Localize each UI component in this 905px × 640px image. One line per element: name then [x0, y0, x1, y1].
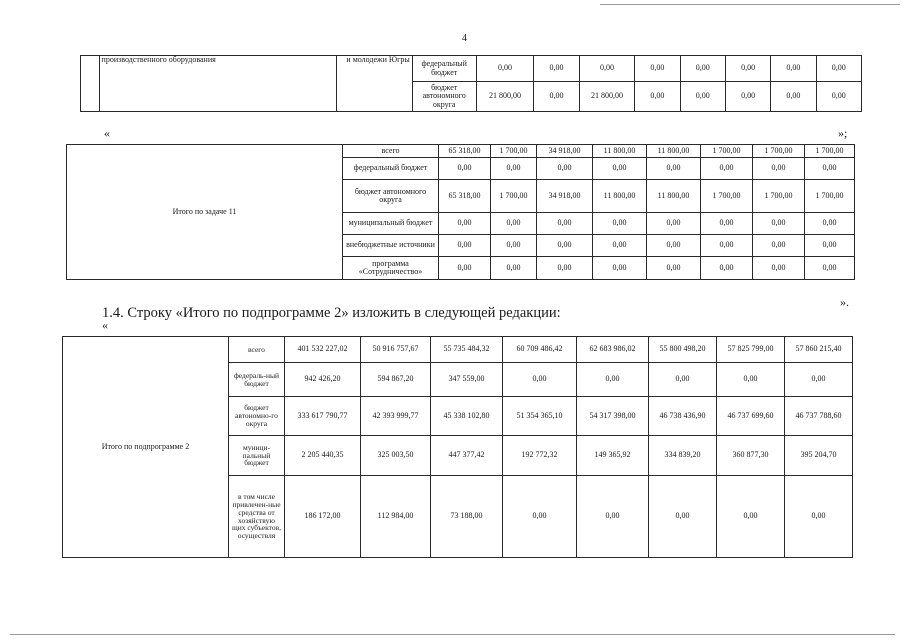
table-top-value: 21 800,00: [476, 82, 534, 112]
table-top-value: 0,00: [771, 56, 816, 82]
close-quote-2: ».: [840, 295, 849, 309]
scan-edge-top: [600, 4, 900, 5]
table-mid-source: муниципальный бюджет: [343, 213, 439, 235]
table-bottom-value: 0,00: [577, 363, 649, 397]
table-bottom-value: 334 839,20: [649, 436, 717, 476]
table-mid-value: 1 700,00: [701, 145, 753, 158]
table-bottom-value: 0,00: [649, 476, 717, 558]
table-bottom-value: 0,00: [577, 476, 649, 558]
table-top-blank-cell: [81, 56, 100, 112]
page-number: 4: [462, 33, 467, 44]
table-task-11-label: Итого по задаче 11: [67, 145, 343, 280]
table-top-value: 0,00: [771, 82, 816, 112]
table-bottom-value: 2 205 440,35: [285, 436, 361, 476]
table-mid-value: 0,00: [537, 213, 593, 235]
table-bottom-value: 57 860 215,40: [785, 337, 853, 363]
table-task-11-total: [66, 144, 855, 280]
table-bottom-value: 325 003,50: [361, 436, 431, 476]
table-top-value: 0,00: [680, 56, 725, 82]
table-bottom-source: в том числе привлечен-ные средства от хозяйствую щих субъектов, осуществля: [229, 476, 285, 558]
table-bottom-source: всего: [229, 337, 285, 363]
table-mid-value: 0,00: [537, 158, 593, 180]
table-top-value: 0,00: [534, 82, 579, 112]
table-mid-value: 0,00: [805, 213, 855, 235]
table-mid-source: федеральный бюджет: [343, 158, 439, 180]
table-mid-source: бюджет автономного округа: [343, 180, 439, 213]
table-bottom-value: 54 317 398,00: [577, 397, 649, 436]
table-bottom-value: 0,00: [785, 363, 853, 397]
table-mid-value: 0,00: [701, 213, 753, 235]
table-mid-value: 11 800,00: [647, 145, 701, 158]
table-bottom-value: 333 617 790,77: [285, 397, 361, 436]
table-bottom-value: 186 172,00: [285, 476, 361, 558]
table-mid-source: внебюджетные источники: [343, 235, 439, 257]
table-bottom-value: 447 377,42: [431, 436, 503, 476]
table-top-source: бюджет автономного округа: [412, 82, 476, 112]
table-mid-value: 1 700,00: [491, 180, 537, 213]
table-mid-value: 0,00: [439, 257, 491, 280]
table-bottom-value: 395 204,70: [785, 436, 853, 476]
table-bottom-value: 42 393 999,77: [361, 397, 431, 436]
table-bottom-value: 50 916 757,67: [361, 337, 431, 363]
scan-edge-bottom: [10, 634, 895, 635]
table-mid-value: 0,00: [491, 213, 537, 235]
table-bottom-value: 0,00: [503, 476, 577, 558]
table-bottom-value: 46 737 699,60: [717, 397, 785, 436]
table-mid-value: 0,00: [701, 158, 753, 180]
table-mid-value: 1 700,00: [805, 180, 855, 213]
table-top-value: 0,00: [635, 56, 680, 82]
table-bottom-value: 192 772,32: [503, 436, 577, 476]
table-bottom-value: 0,00: [649, 363, 717, 397]
table-mid-value: 1 700,00: [805, 145, 855, 158]
table-bottom-value: 0,00: [785, 476, 853, 558]
table-top-value: 21 800,00: [579, 82, 635, 112]
table-mid-value: 34 918,00: [537, 145, 593, 158]
table-bottom-value: 57 825 799,00: [717, 337, 785, 363]
table-top-value: 0,00: [680, 82, 725, 112]
table-mid-value: 0,00: [805, 235, 855, 257]
table-mid-value: 11 800,00: [647, 180, 701, 213]
table-bottom-value: 0,00: [717, 363, 785, 397]
table-mid-value: 0,00: [491, 158, 537, 180]
table-bottom-value: 55 735 484,32: [431, 337, 503, 363]
table-mid-value: 0,00: [753, 213, 805, 235]
table-mid-value: 0,00: [647, 257, 701, 280]
table-mid-value: 0,00: [701, 235, 753, 257]
amendment-heading: 1.4. Строку «Итого по подпрограмме 2» изложить в следующей редакции:: [102, 305, 561, 321]
table-top-value: 0,00: [816, 56, 861, 82]
table-bottom-value: 51 354 365,10: [503, 397, 577, 436]
table-mid-value: 0,00: [593, 235, 647, 257]
table-mid-source: всего: [343, 145, 439, 158]
table-top-value: 0,00: [579, 56, 635, 82]
table-bottom-value: 46 737 788,60: [785, 397, 853, 436]
table-bottom-value: 0,00: [717, 476, 785, 558]
table-bottom-source: федераль-ный бюджет: [229, 363, 285, 397]
table-subprogram-2-total: [62, 336, 853, 558]
table-bottom-source: бюджет автономно-го округа: [229, 397, 285, 436]
table-bottom-value: 55 800 498,20: [649, 337, 717, 363]
table-bottom-value: 0,00: [503, 363, 577, 397]
table-mid-source: программа «Сотрудничество»: [343, 257, 439, 280]
table-bottom-value: 73 188,00: [431, 476, 503, 558]
table-mid-value: 0,00: [491, 257, 537, 280]
table-top-value: 0,00: [725, 56, 770, 82]
table-mid-value: 1 700,00: [753, 180, 805, 213]
table-mid-value: 0,00: [805, 158, 855, 180]
table-bottom-value: 149 365,92: [577, 436, 649, 476]
table-bottom-value: 401 532 227,02: [285, 337, 361, 363]
table-top-value: 0,00: [816, 82, 861, 112]
table-bottom-value: 112 984,00: [361, 476, 431, 558]
table-mid-value: 0,00: [753, 158, 805, 180]
table-mid-value: 65 318,00: [439, 145, 491, 158]
open-quote-2: «: [102, 318, 108, 332]
table-mid-value: 0,00: [593, 257, 647, 280]
table-mid-value: 0,00: [491, 235, 537, 257]
table-mid-value: 1 700,00: [701, 180, 753, 213]
table-top-value: 0,00: [476, 56, 534, 82]
table-bottom-value: 46 738 436,90: [649, 397, 717, 436]
table-mid-value: 65 318,00: [439, 180, 491, 213]
table-bottom-value: 45 338 102,80: [431, 397, 503, 436]
table-mid-value: 1 700,00: [491, 145, 537, 158]
table-mid-value: 0,00: [439, 213, 491, 235]
table-mid-value: 0,00: [537, 235, 593, 257]
table-bottom-value: 347 559,00: [431, 363, 503, 397]
table-mid-value: 11 800,00: [593, 145, 647, 158]
table-mid-value: 34 918,00: [537, 180, 593, 213]
table-mid-value: 0,00: [593, 213, 647, 235]
table-mid-value: 0,00: [753, 235, 805, 257]
table-bottom-value: 594 867,20: [361, 363, 431, 397]
table-subprogram-2-label: Итого по подпрограмме 2: [63, 337, 229, 558]
table-mid-value: 0,00: [439, 235, 491, 257]
table-top-value: 0,00: [534, 56, 579, 82]
table-mid-value: 0,00: [439, 158, 491, 180]
table-mid-value: 0,00: [701, 257, 753, 280]
close-quote-1: »;: [838, 126, 848, 140]
table-top: [80, 55, 862, 112]
table-bottom-source: муници-пальный бюджет: [229, 436, 285, 476]
table-bottom-value: 360 877,30: [717, 436, 785, 476]
table-mid-value: 0,00: [593, 158, 647, 180]
table-mid-value: 0,00: [647, 235, 701, 257]
table-top-item: производственного оборудования: [99, 56, 336, 112]
table-bottom-value: 942 426,20: [285, 363, 361, 397]
table-mid-value: 0,00: [647, 158, 701, 180]
table-bottom-value: 62 683 986,02: [577, 337, 649, 363]
open-quote-1: «: [104, 126, 110, 140]
table-top-value: 0,00: [725, 82, 770, 112]
table-top-source: федеральный бюджет: [412, 56, 476, 82]
table-mid-value: 0,00: [805, 257, 855, 280]
table-top-value: 0,00: [635, 82, 680, 112]
table-mid-value: 0,00: [753, 257, 805, 280]
table-mid-value: 11 800,00: [593, 180, 647, 213]
table-mid-value: 0,00: [647, 213, 701, 235]
table-mid-value: 0,00: [537, 257, 593, 280]
table-mid-value: 1 700,00: [753, 145, 805, 158]
table-bottom-value: 60 709 486,42: [503, 337, 577, 363]
table-top-executor: и молодежи Югры: [336, 56, 412, 112]
